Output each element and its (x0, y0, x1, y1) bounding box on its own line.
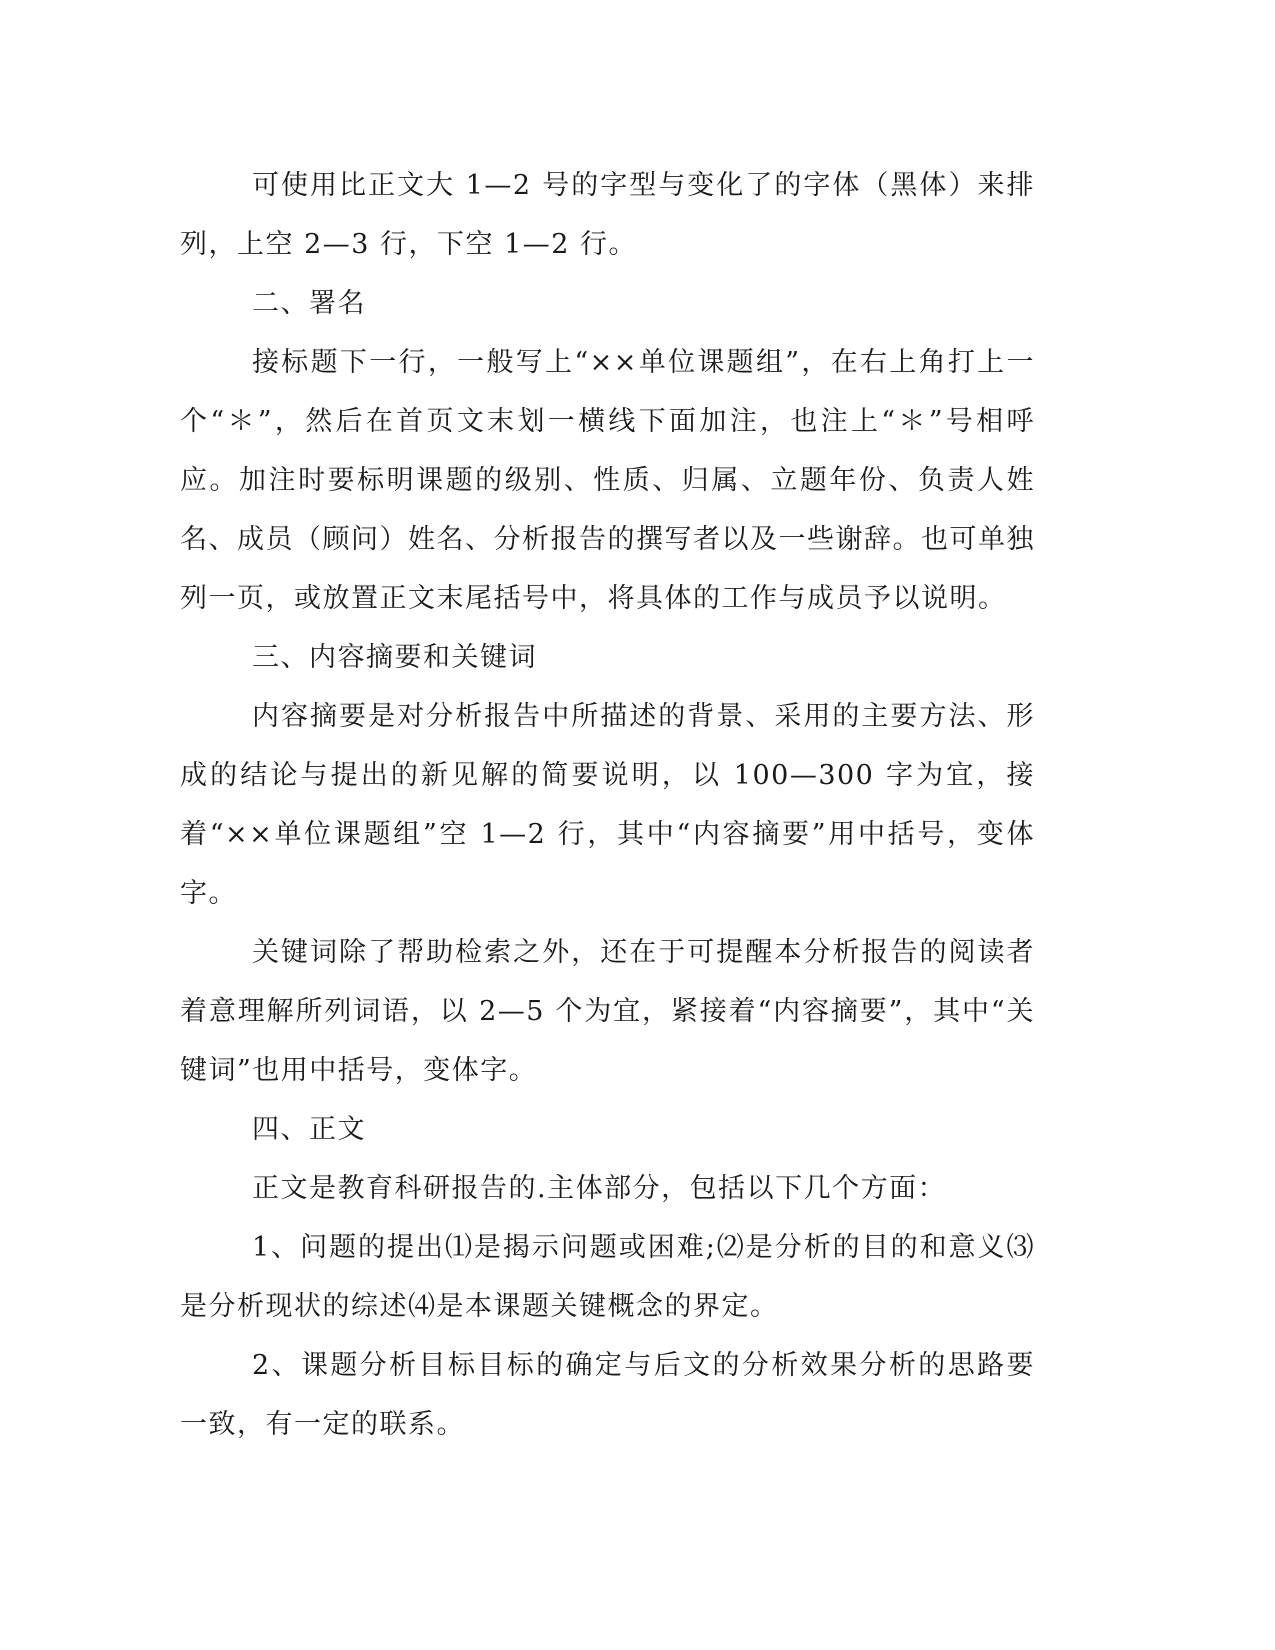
paragraph-title-format: 可使用比正文大 1—2 号的字型与变化了的字体（黑体）来排列，上空 2—3 行，下空 1—2 行。 (180, 170, 1035, 260)
paragraph-item-2: 2、课题分析目标目标的确定与后文的分析效果分析的思路要一致，有一定的联系。 (180, 1350, 1035, 1440)
section-heading-main-text: 四、正文 (252, 1114, 366, 1145)
paragraph-main-text-intro: 正文是教育科研报告的.主体部分，包括以下几个方面： (252, 1173, 947, 1204)
paragraph-signature: 接标题下一行，一般写上“××单位课题组”，在右上角打上一个“＊”，然后在首页文末划一横线下面加注，也注上“＊”号相呼应。加注时要标明课题的级别、性质、归属、立题年份、负责人姓名、成员（顾问）姓名、分析报告的撰写者以及一些谢辞。也可单独列一页，或放置正文末尾括号中，将具体的工作与成员予以说明。 (180, 347, 1036, 614)
section-heading-signature: 二、署名 (252, 288, 366, 319)
paragraph-item-1: 1、问题的提出⑴是揭示问题或困难;⑵是分析的目的和意义⑶是分析现状的综述⑷是本课题关键概念的界定。 (180, 1232, 1035, 1322)
paragraph-abstract: 内容摘要是对分析报告中所描述的背景、采用的主要方法、形成的结论与提出的新见解的简要说明，以 100—300 字为宜，接着“××单位课题组”空 1—2 行，其中“内容摘要”用中括号，变体字。 (180, 701, 1036, 909)
document-body (180, 156, 1035, 1454)
paragraph-keywords: 关键词除了帮助检索之外，还在于可提醒本分析报告的阅读者着意理解所列词语，以 2—5 个为宜，紧接着“内容摘要”，其中“关键词”也用中括号，变体字。 (180, 937, 1036, 1086)
section-heading-abstract-keywords: 三、内容摘要和关键词 (252, 642, 537, 673)
